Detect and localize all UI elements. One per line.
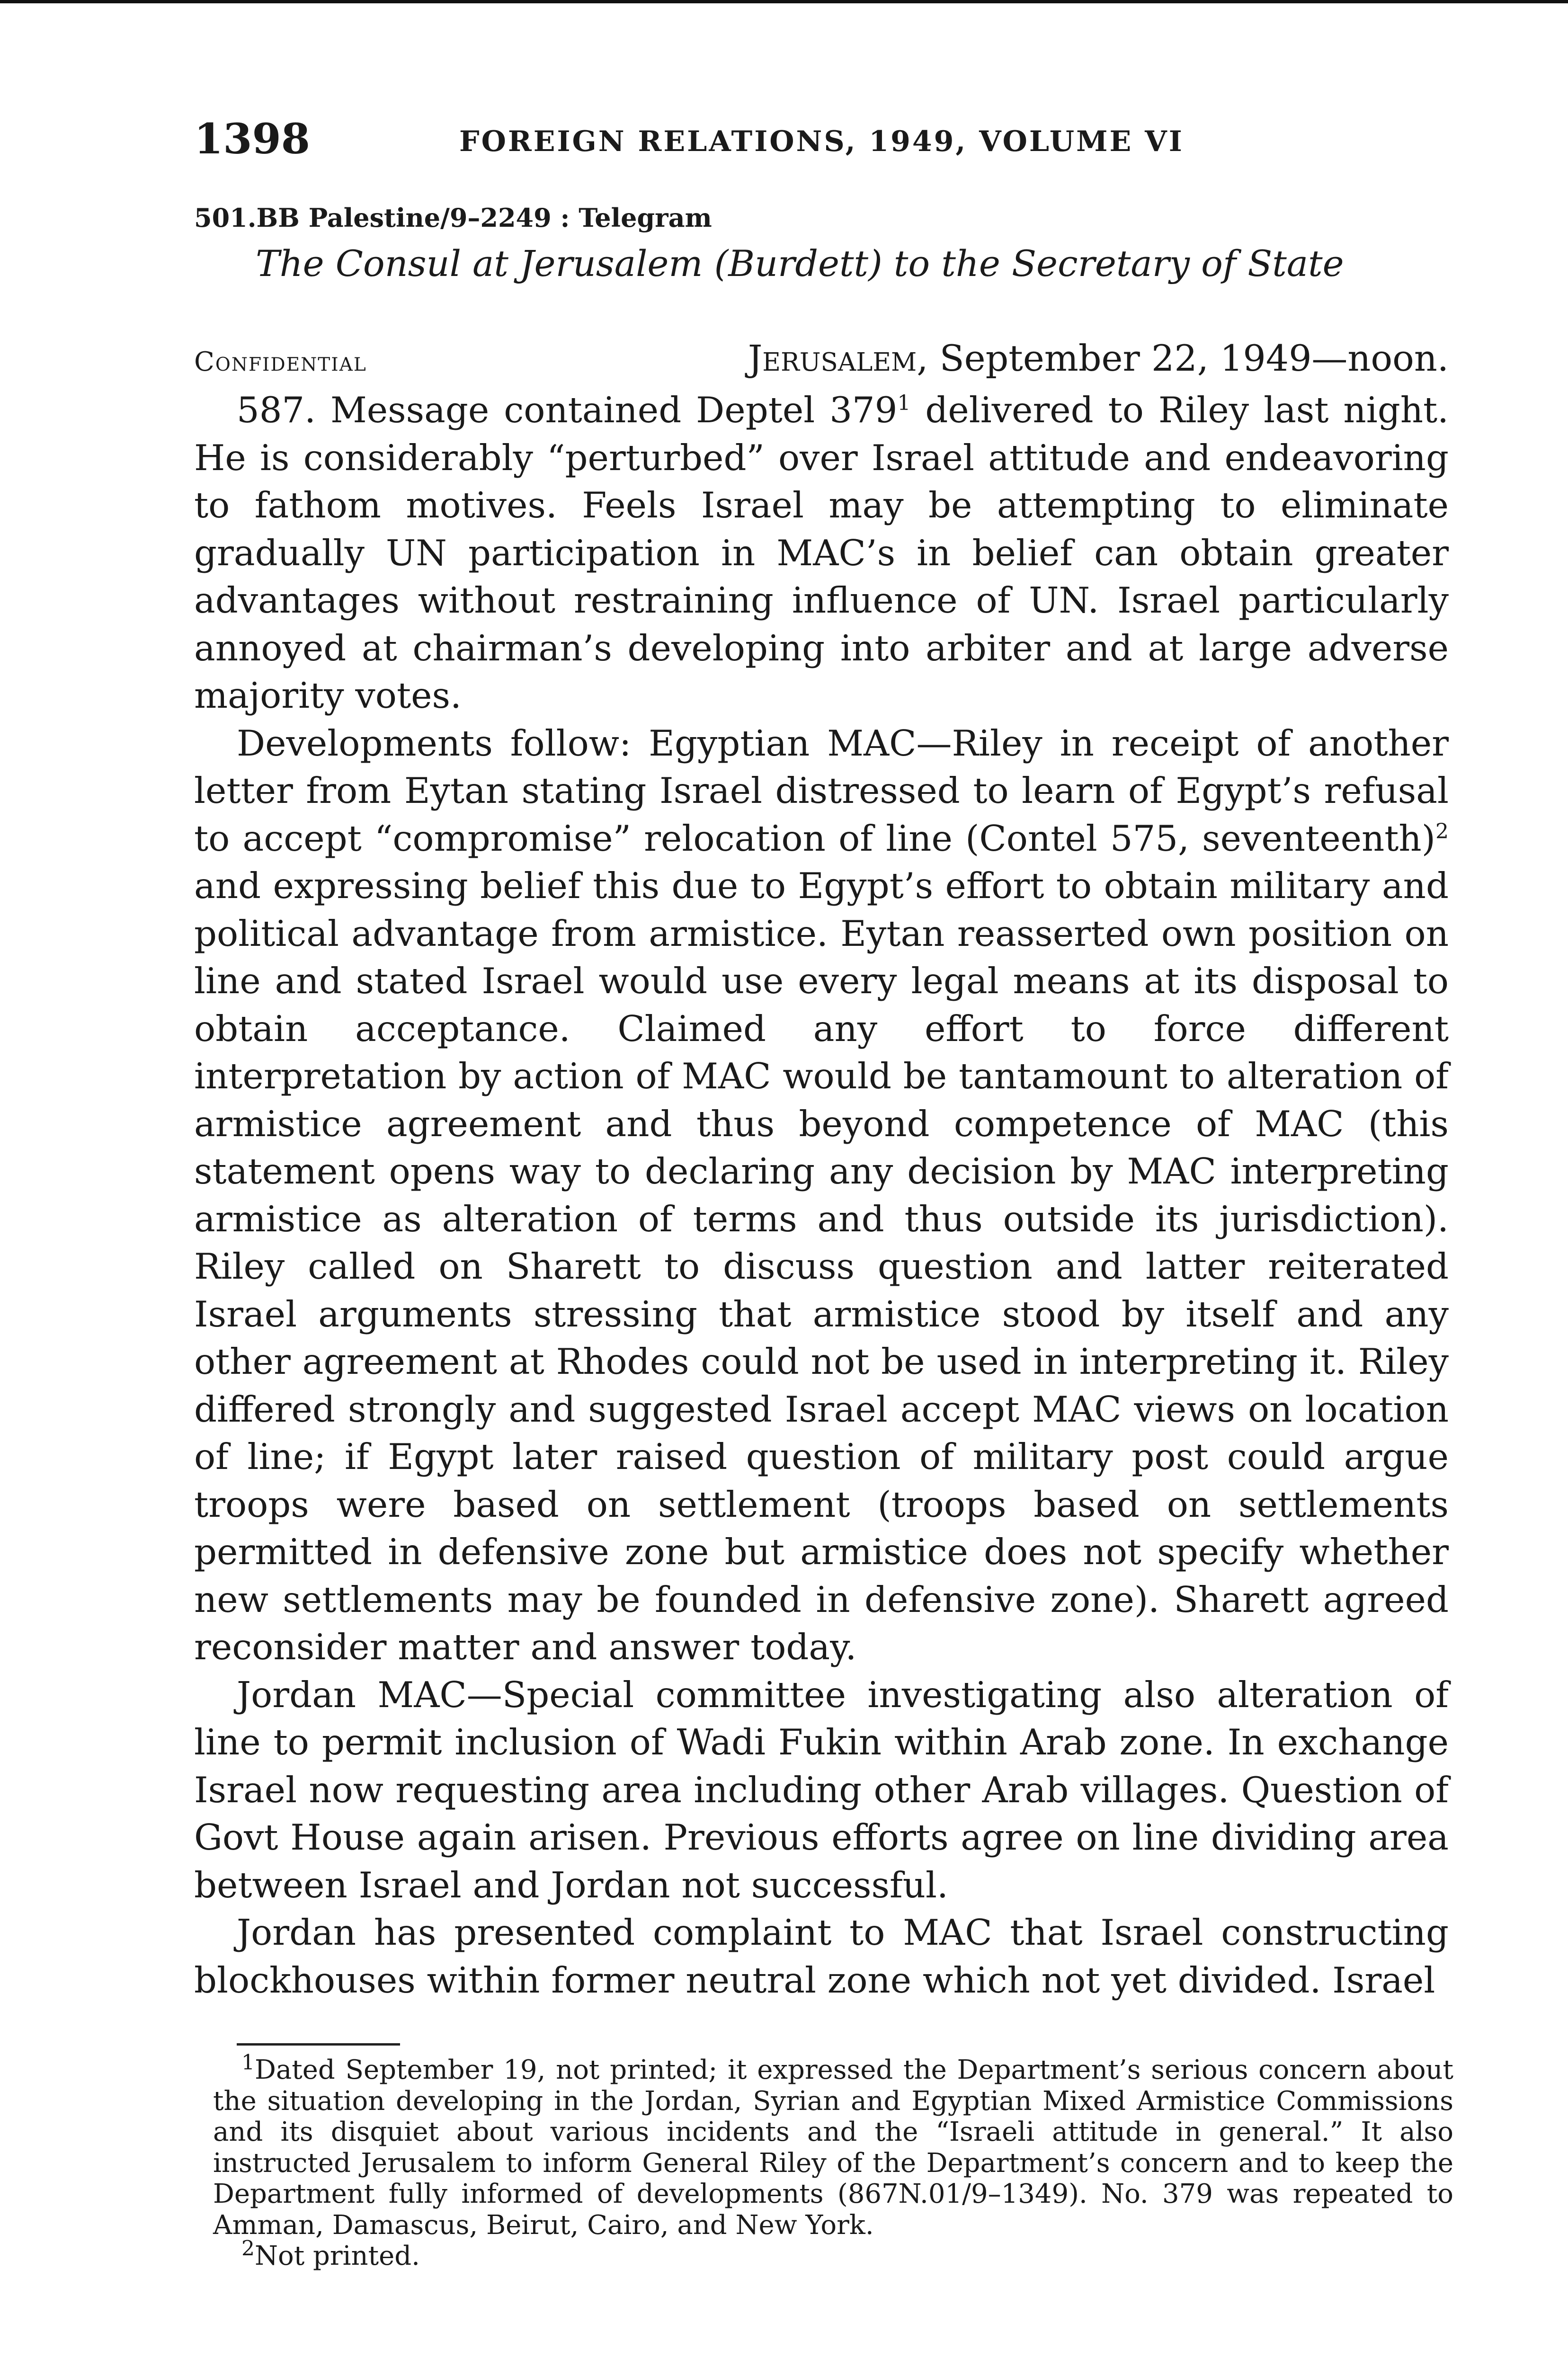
running-head: FOREIGN RELATIONS, 1949, VOLUME VI (459, 125, 1184, 158)
paragraph-4: Jordan has presented complaint to MAC that Israel constructing blockhouses within former neutral zone which not yet divided. Israel (194, 1912, 1449, 2001)
footnote-1-text: Dated September 19, not printed; it expressed the Department’s serious concern about the situation developing in the Jordan, Syrian and Egyptian Mixed Armistice Commissions and its disquiet about various incidents and the “Israeli attitude in general.” It also instructed Jerusalem to inform General Riley of the Department’s concern and to keep the Department fully informed of developments (867N.01/9–1349). No. 379 was repeated to Amman, Damascus, Beirut, Cairo, and New York. (213, 2055, 1453, 2241)
footnote-ref-1: 1 (897, 391, 911, 415)
place-date (748, 337, 1449, 379)
footnotes (213, 2050, 1453, 2272)
paragraph-2-lead: Developments follow: Egyptian MAC—Riley in receipt of another letter from Eytan stating Israel distressed to learn of Egypt’s refusal to accept “compromise” relocation of line (Contel 575, seventeenth) (194, 722, 1449, 859)
place-name: Jerusalem (748, 337, 917, 379)
classification-label: Confidential (194, 347, 367, 377)
paragraph-3: Jordan MAC—Special committee investigating also alteration of line to permit inclusion of Wadi Fukin within Arab zone. In exchange Israel now requesting area including other Arab villages. Question of Govt House again arisen. Previous efforts agree on line dividing area between Israel and Jordan not successful. (194, 1673, 1449, 1906)
page-number: 1398 (194, 114, 310, 163)
dateline (194, 337, 1449, 379)
date-text: , September 22, 1949—noon. (917, 337, 1449, 379)
footnote-1 (213, 2050, 1453, 2241)
footnote-ref-2: 2 (1435, 819, 1449, 844)
top-border-rule (0, 0, 1568, 3)
footnote-1-mark: 1 (241, 2050, 255, 2075)
footnote-rule (237, 2043, 400, 2046)
page-header (194, 113, 1453, 167)
footnote-2-text: Not printed. (255, 2241, 420, 2271)
paragraph-1-lead: 587. Message contained Deptel 379 (237, 389, 898, 431)
paragraph-2 (194, 720, 1449, 1671)
paragraph-1 (194, 386, 1449, 720)
footnote-2-mark: 2 (241, 2236, 255, 2261)
document-title: The Consul at Jerusalem (Burdett) to the Secretary of State (256, 242, 1344, 285)
footnote-2 (213, 2236, 1453, 2272)
paragraph-2-rest: and expressing belief this due to Egypt’s effort to obtain military and political advantage from armistice. Eytan reasserted own position on line and stated Israel would use every legal means at its disposal to obtain acceptance. Claimed any effort to force different interpretation by action of MAC would be tantamount to alteration of armistice agreement and thus beyond competence of MAC (this statement opens way to declaring any decision by MAC interpreting armistice as alteration of terms and thus outside its jurisdiction). Riley called on Sharett to discuss question and latter reiterated Israel arguments stressing that armistice stood by itself and any other agreement at Rhodes could not be used in interpreting it. Riley differed strongly and suggested Israel accept MAC views on location of line; if Egypt later raised question of military post could argue troops were based on settlement (troops based on settlements permitted in defensive zone but armistice does not specify whether new settlements may be founded in defensive zone). Sharett agreed reconsider matter and answer today. (194, 865, 1449, 1668)
file-reference: 501.BB Palestine/9–2249 : Telegram (194, 203, 712, 233)
paragraph-1-rest: delivered to Riley last night. He is considerably “perturbed” over Israel attitude and endeavoring to fathom motives. Feels Israel may be attempting to eliminate gradually UN participation in MAC’s in belief can obtain greater advantages without restraining influence of UN. Israel particularly annoyed at chairman’s developing into arbiter and at large adverse majority votes. (194, 389, 1449, 716)
telegram-body (194, 386, 1449, 2004)
